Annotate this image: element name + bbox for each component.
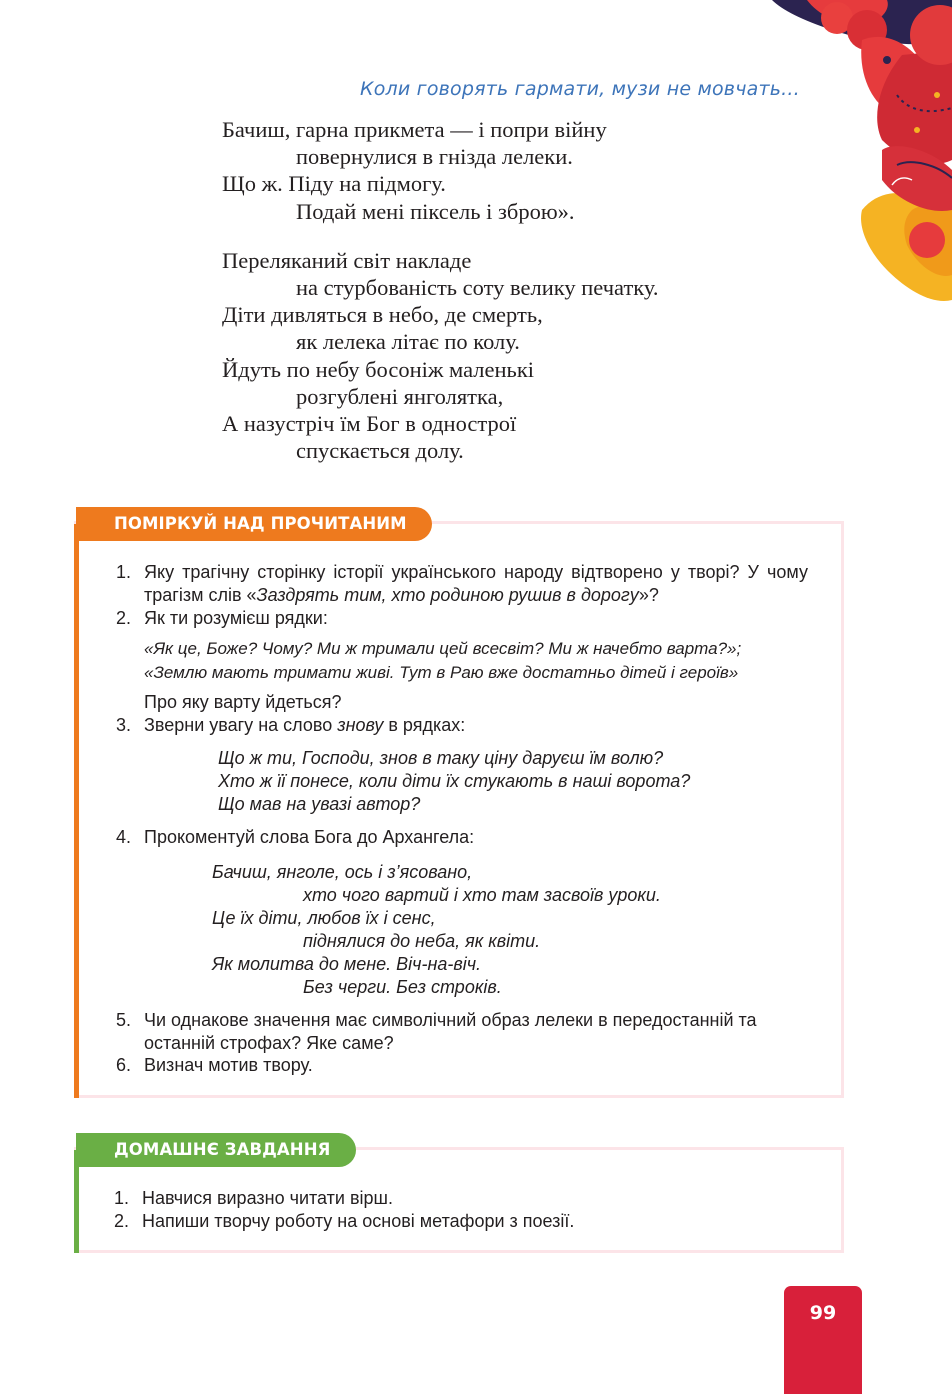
poem-line: повернулися в гнізда лелеки. xyxy=(296,144,573,170)
task-number: 1. xyxy=(114,1188,130,1208)
verse-line: Що мав на увазі автор? xyxy=(218,793,421,814)
verse-line: Як молитва до мене. Віч-на-віч. xyxy=(212,953,482,974)
list-item xyxy=(116,1054,808,1077)
question-number: 5. xyxy=(116,1009,132,1030)
verse-line: Що ж ти, Господи, знов в таку ціну даруєш їм волю? xyxy=(218,747,664,768)
question-text xyxy=(144,561,808,607)
reflect-question-list xyxy=(116,561,808,1077)
list-item xyxy=(116,714,808,737)
poem xyxy=(222,116,659,464)
task-text: Навчися виразно читати вірш. xyxy=(142,1188,393,1208)
verse-line: Це їх діти, любов їх і сенс, xyxy=(212,907,436,928)
list-item xyxy=(114,1187,574,1210)
poem-line: Подай мені піксель і зброю». xyxy=(296,198,575,224)
task-number: 2. xyxy=(114,1211,130,1231)
verse-line: піднялися до неба, як квіти. xyxy=(303,930,541,951)
question-number: 2. xyxy=(116,607,132,628)
question-followup: Про яку варту йдеться? xyxy=(144,692,342,713)
list-item xyxy=(116,1009,808,1055)
poem-line: як лелека літає по колу. xyxy=(296,329,520,355)
question-text xyxy=(144,714,808,737)
verse-block xyxy=(218,747,808,816)
question-text: Чи однакове значення має символічний образ лелеки в передостанній та останній строфах? Яке саме? xyxy=(144,1009,757,1053)
verse-line: Без черги. Без строків. xyxy=(303,976,502,997)
list-item xyxy=(116,561,808,607)
poem-line: Що ж. Піду на підмогу. xyxy=(222,171,446,197)
page-number: 99 xyxy=(784,1286,862,1394)
question-text-part: »? xyxy=(638,584,659,605)
verse-line: Бачиш, янголе, ось і з’ясовано, xyxy=(212,861,473,882)
verse-line: Хто ж її понесе, коли діти їх стукають в наші ворота? xyxy=(218,770,691,791)
question-text-part: Зверни увагу на слово xyxy=(144,715,338,736)
poem-line: Бачиш, гарна прикмета — і попри війну xyxy=(222,117,607,142)
verse-line: хто чого вартий і хто там засвоїв уроки. xyxy=(303,884,661,905)
poem-line: Переляканий світ накладе xyxy=(222,247,472,273)
question-text: Визнач мотив твору. xyxy=(144,1055,313,1076)
stanza-gap xyxy=(222,225,659,247)
poem-line: на стурбованість соту велику печатку. xyxy=(296,275,659,301)
poem-line: А назустріч їм Бог в однострої xyxy=(222,411,517,437)
question-number: 1. xyxy=(116,562,132,582)
question-number: 3. xyxy=(116,715,132,736)
floral-decoration xyxy=(712,0,952,320)
question-text: Як ти розумієш рядки: xyxy=(144,607,328,628)
poem-line: спускається долу. xyxy=(296,438,464,464)
reflect-section-accent-bar xyxy=(74,524,79,1098)
verse-block xyxy=(212,861,808,999)
running-head: Коли говорять гармати, музи не мовчать... xyxy=(360,78,800,100)
question-text: Прокоментуй слова Бога до Архангела: xyxy=(144,826,475,847)
poem-line: Діти дивляться в небо, де смерть, xyxy=(222,302,543,328)
list-item xyxy=(116,607,808,630)
question-emphasis: знову xyxy=(337,715,384,736)
question-text-part: в рядках: xyxy=(383,715,466,736)
question-number: 6. xyxy=(116,1055,132,1076)
homework-section-title: ДОМАШНЄ ЗАВДАННЯ xyxy=(76,1133,356,1167)
question-number: 4. xyxy=(116,826,132,847)
reflect-section-title: ПОМІРКУЙ НАД ПРОЧИТАНИМ xyxy=(76,507,432,541)
question-text-part: Яку трагічну сторінку історії українського народу відтворено у творі? У чому трагізм слів « xyxy=(144,562,808,605)
list-item xyxy=(116,826,808,849)
task-text: Напиши творчу роботу на основі метафори з поезії. xyxy=(142,1211,575,1231)
quote-line: «Як це, Боже? Чому? Ми ж тримали цей всесвіт? Ми ж начебто варта?»; xyxy=(144,639,742,659)
poem-line: Йдуть по небу босоніж маленькі xyxy=(222,356,535,382)
quote-block xyxy=(144,637,808,685)
quote-line: «Землю мають тримати живі. Тут в Раю вже достатньо дітей і героїв» xyxy=(144,663,739,683)
question-quote: Заздрять тим, хто родиною рушив в дорогу xyxy=(256,584,639,605)
poem-line: розгублені янголятка, xyxy=(296,383,504,409)
list-item xyxy=(114,1210,574,1233)
homework-list xyxy=(114,1187,574,1233)
